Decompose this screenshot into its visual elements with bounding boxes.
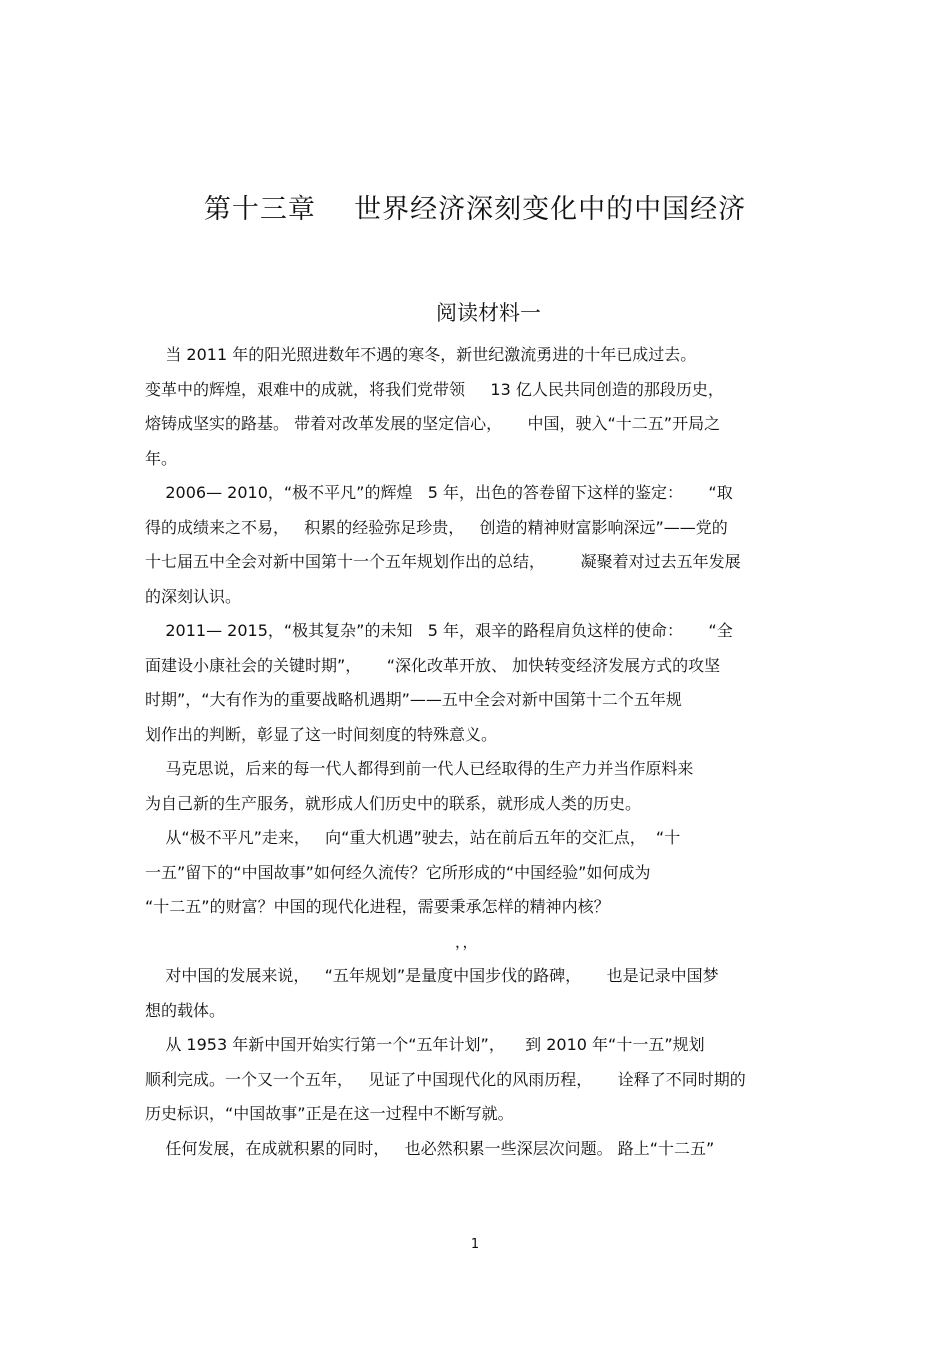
text-line: “十二五”的财富？中国的现代化进程，需要秉承怎样的精神内核？ — [145, 897, 610, 916]
text-line: 2011— 2015，“极其复杂”的未知 5 年，艰辛的路程肩负这样的使命： “全 — [145, 621, 733, 640]
text-line: 想的载体。 — [145, 1000, 226, 1020]
text-line: 划作出的判断，彰显了这一时间刻度的特殊意义。 — [145, 724, 498, 744]
chapter-title: 第十三章 世界经济深刻变化中的中国经济 — [203, 194, 747, 225]
text-line: 时期”，“大有作为的重要战略机遇期”——五中全会对新中国第十二个五年规 — [145, 690, 682, 709]
text-line: 当 2011 年的阳光照进数年不遇的寒冬，新世纪激流勇进的十年已成过去。 — [145, 345, 697, 364]
text-line: 年。 — [145, 448, 178, 468]
text-line: 从 1953 年新中国开始实行第一个“五年计划”， 到 2010 年“十一五”规划 — [145, 1035, 705, 1054]
text-line: 熔铸成坚实的路基。 带着对改革发展的坚定信心， 中国，驶入“十二五”开局之 — [145, 414, 721, 433]
text-line: 一五”留下的“中国故事”如何经久流传？它所形成的“中国经验”如何成为 — [145, 862, 651, 882]
text-line: 面建设小康社会的关键时期”， “深化改革开放、 加快转变经济发展方式的攻坚 — [145, 655, 721, 675]
text-line: 得的成绩来之不易， 积累的经验弥足珍贵， 创造的精神财富影响深远”——党的 — [145, 517, 728, 537]
text-line: 马克思说，后来的每一代人都得到前一代人已经取得的生产力并当作原料来 — [145, 759, 694, 778]
text-line: 从“极不平凡”走来， 向“重大机遇”驶去，站在前后五年的交汇点， “十 — [145, 828, 681, 847]
text-line: 顺利完成。一个又一个五年， 见证了中国现代化的风雨历程， 诠释了不同时期的 — [145, 1069, 746, 1089]
separator-marks: ，， — [455, 932, 478, 951]
text-line: 的深刻认识。 — [145, 586, 242, 606]
text-line: 对中国的发展来说， “五年规划”是量度中国步伐的路碑， 也是记录中国梦 — [145, 966, 719, 985]
text-line: 十七届五中全会对新中国第十一个五年规划作出的总结， 凝聚着对过去五年发展 — [145, 552, 741, 571]
text-line: 为自己新的生产服务，就形成人们历史中的联系，就形成人类的历史。 — [145, 793, 642, 813]
section-title: 阅读材料一 — [436, 301, 541, 325]
text-line: 任何发展，在成就积累的同时， 也必然积累一些深层次问题。 路上“十二五” — [145, 1138, 715, 1158]
text-line: 2006— 2010，“极不平凡”的辉煌 5 年，出色的答卷留下这样的鉴定： “取 — [145, 483, 733, 502]
page-number: 1 — [470, 1237, 480, 1252]
text-line: 历史标识，“中国故事”正是在这一过程中不断写就。 — [145, 1104, 514, 1123]
body-text — [145, 338, 825, 1166]
text-line: 变革中的辉煌，艰难中的成就，将我们党带领 13 亿人民共同创造的那段历史， — [145, 379, 724, 399]
